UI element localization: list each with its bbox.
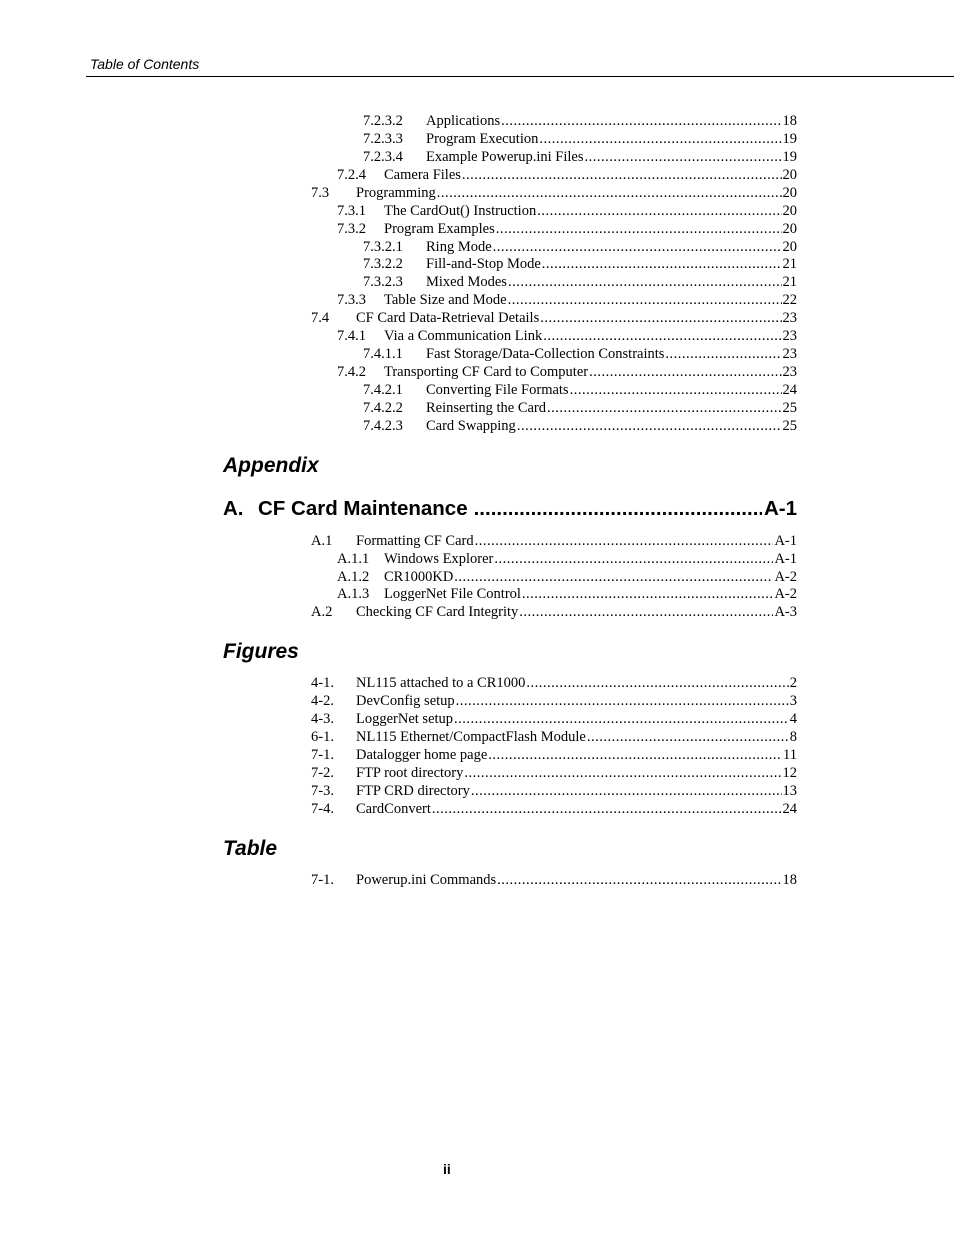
toc-entry-number: 7.4.2.1: [363, 382, 403, 398]
toc-entry-title: Ring Mode: [426, 239, 492, 255]
toc-entry-page: 24: [782, 382, 797, 398]
toc-entry-page: A-1: [774, 551, 797, 567]
toc-entry-number: A.1.2: [337, 569, 370, 585]
leader-dots: [584, 148, 781, 166]
toc-entry-title: NL115 attached to a CR1000: [356, 675, 526, 691]
toc-entry[interactable]: [337, 327, 797, 345]
toc-entry[interactable]: [337, 220, 797, 238]
toc-entry-title: Reinserting the Card: [426, 400, 547, 416]
toc-entry-title: Windows Explorer: [384, 551, 494, 567]
toc-entry[interactable]: [363, 273, 797, 291]
toc-entry-number: 7.3: [311, 185, 330, 201]
toc-entry-page: 19: [782, 149, 797, 165]
toc-entry-title: Fast Storage/Data-Collection Constraints: [426, 346, 665, 362]
leader-dots: [464, 764, 781, 782]
leader-dots: [471, 782, 782, 800]
chapter-letter: A.: [223, 497, 244, 520]
toc-entry[interactable]: [363, 112, 797, 130]
toc-entry[interactable]: [363, 238, 797, 256]
toc-entry-page: 25: [782, 418, 797, 434]
toc-entry-number: 7.4.2: [337, 364, 366, 380]
leader-dots: [589, 363, 781, 381]
leader-dots: [522, 585, 774, 603]
toc-entry-title: FTP root directory: [356, 765, 464, 781]
leader-dots: [542, 255, 782, 273]
toc-entry-number: 7-3.: [311, 783, 334, 799]
toc-entry-page: 12: [782, 765, 797, 781]
toc-entry-page: 22: [782, 292, 797, 308]
toc-entry-page: 21: [782, 274, 797, 290]
toc-entry[interactable]: [337, 166, 797, 184]
leader-dots: [508, 273, 782, 291]
toc-entry-title: Applications: [426, 113, 501, 129]
toc-entry[interactable]: [311, 603, 797, 621]
toc-entry[interactable]: [363, 255, 797, 273]
toc-entry-number: 7.4: [311, 310, 330, 326]
chapter-page: A-1: [763, 497, 797, 520]
toc-entry-title: DevConfig setup: [356, 693, 455, 709]
toc-entry-number: 6-1.: [311, 729, 334, 745]
leader-dots: [454, 568, 773, 586]
toc-entry[interactable]: [337, 550, 797, 568]
toc-entry-title: FTP CRD directory: [356, 783, 470, 799]
toc-entry-title: Datalogger home page: [356, 747, 488, 763]
toc-entry[interactable]: [311, 871, 797, 889]
toc-entry-page: A-1: [774, 533, 797, 549]
toc-entry-title: Mixed Modes: [426, 274, 507, 290]
toc-entry[interactable]: [311, 800, 797, 818]
toc-entry-title: CardConvert: [356, 801, 431, 817]
toc-entry-number: 7.3.3: [337, 292, 366, 308]
toc-entry-number: 7.3.2.1: [363, 239, 403, 255]
toc-entry-page: 11: [783, 747, 797, 763]
toc-entry-title: LoggerNet File Control: [384, 586, 521, 602]
leader-dots: [474, 497, 762, 521]
toc-entry-number: 7.3.1: [337, 203, 366, 219]
toc-entry-number: 7.2.3.2: [363, 113, 403, 129]
appendix-heading: Appendix: [223, 454, 319, 477]
page-number: ii: [443, 1161, 451, 1177]
toc-entry-title: Converting File Formats: [426, 382, 569, 398]
toc-entry-title: CR1000KD: [384, 569, 454, 585]
toc-entry[interactable]: [363, 130, 797, 148]
toc-entry-number: A.1.3: [337, 586, 370, 602]
toc-entry-number: 7.3.2.3: [363, 274, 403, 290]
toc-entry-page: A-2: [774, 569, 797, 585]
toc-entry-page: 20: [782, 167, 797, 183]
toc-entry-page: 2: [789, 675, 797, 691]
leader-dots: [488, 746, 782, 764]
leader-dots: [437, 184, 782, 202]
toc-entry-page: A-2: [774, 586, 797, 602]
toc-entry-title: Camera Files: [384, 167, 461, 183]
toc-entry-page: 4: [789, 711, 797, 727]
leader-dots: [519, 603, 773, 621]
figures-heading: Figures: [223, 640, 299, 663]
toc-entry[interactable]: [311, 309, 797, 327]
toc-entry-title: LoggerNet setup: [356, 711, 454, 727]
toc-entry-title: Programming: [356, 185, 436, 201]
toc-entry-title: Table Size and Mode: [384, 292, 507, 308]
toc-entry-number: 7.4.2.2: [363, 400, 403, 416]
toc-entry[interactable]: [311, 692, 797, 710]
leader-dots: [462, 166, 782, 184]
leader-dots: [547, 399, 781, 417]
header-rule: [86, 76, 954, 77]
leader-dots: [475, 532, 774, 550]
toc-entry-number: 7.4.1.1: [363, 346, 403, 362]
toc-entry-title: Program Execution: [426, 131, 539, 147]
chapter-title: CF Card Maintenance: [258, 497, 468, 520]
toc-entry-page: 23: [782, 346, 797, 362]
running-header: Table of Contents: [90, 56, 200, 72]
toc-entry-title: NL115 Ethernet/CompactFlash Module: [356, 729, 586, 745]
toc-entry-page: 18: [782, 113, 797, 129]
toc-entry-number: A.2: [311, 604, 333, 620]
toc-entry[interactable]: [311, 184, 797, 202]
appendix-chapter-entry[interactable]: [223, 497, 797, 523]
toc-entry[interactable]: [311, 782, 797, 800]
toc-entry-number: 7.4.2.3: [363, 418, 403, 434]
toc-entry-page: 13: [782, 783, 797, 799]
toc-entry-number: 7-1.: [311, 747, 334, 763]
toc-entry-page: 24: [782, 801, 797, 817]
toc-entry-number: 7.3.2: [337, 221, 366, 237]
toc-entry-title: Example Powerup.ini Files: [426, 149, 584, 165]
leader-dots: [540, 309, 781, 327]
toc-entry[interactable]: [311, 746, 797, 764]
leader-dots: [493, 238, 782, 256]
toc-entry-number: 7.2.3.4: [363, 149, 403, 165]
toc-entry-page: 20: [782, 203, 797, 219]
toc-entry-page: 19: [782, 131, 797, 147]
toc-entry-number: A.1.1: [337, 551, 370, 567]
leader-dots: [501, 112, 781, 130]
leader-dots: [587, 728, 789, 746]
toc-entry-number: 7.2.4: [337, 167, 366, 183]
leader-dots: [454, 710, 789, 728]
leader-dots: [570, 381, 782, 399]
toc-entry-number: 7-2.: [311, 765, 334, 781]
toc-entry[interactable]: [363, 399, 797, 417]
toc-entry-title: Powerup.ini Commands: [356, 872, 497, 888]
leader-dots: [494, 550, 773, 568]
toc-entry-page: 20: [782, 239, 797, 255]
leader-dots: [539, 130, 781, 148]
leader-dots: [497, 871, 781, 889]
leader-dots: [543, 327, 781, 345]
toc-entry-title: The CardOut() Instruction: [384, 203, 537, 219]
toc-entry[interactable]: [363, 381, 797, 399]
toc-entry-number: 7-1.: [311, 872, 334, 888]
toc-entry-page: 20: [782, 185, 797, 201]
toc-entry-number: 7-4.: [311, 801, 334, 817]
toc-entry-title: Transporting CF Card to Computer: [384, 364, 589, 380]
toc-entry[interactable]: [363, 345, 797, 363]
toc-entry-page: 8: [789, 729, 797, 745]
toc-entry-page: 25: [782, 400, 797, 416]
toc-entry[interactable]: [311, 710, 797, 728]
leader-dots: [432, 800, 782, 818]
toc-entry-number: A.1: [311, 533, 333, 549]
toc-entry-title: Via a Communication Link: [384, 328, 543, 344]
toc-entry-number: 4-1.: [311, 675, 334, 691]
toc-entry-number: 7.2.3.3: [363, 131, 403, 147]
toc-entry[interactable]: [363, 417, 797, 435]
toc-entry-title: Formatting CF Card: [356, 533, 474, 549]
toc-entry-page: 18: [782, 872, 797, 888]
toc-entry[interactable]: [337, 568, 797, 586]
toc-entry-page: 23: [782, 364, 797, 380]
toc-entry-page: 3: [789, 693, 797, 709]
leader-dots: [517, 417, 782, 435]
toc-entry[interactable]: [311, 764, 797, 782]
leader-dots: [665, 345, 781, 363]
leader-dots: [496, 220, 782, 238]
toc-entry[interactable]: [311, 674, 797, 692]
toc-entry-number: 4-3.: [311, 711, 334, 727]
toc-entry-number: 7.4.1: [337, 328, 366, 344]
toc-entry-page: 23: [782, 310, 797, 326]
toc-entry[interactable]: [337, 363, 797, 381]
toc-entry[interactable]: [311, 728, 797, 746]
leader-dots: [456, 692, 789, 710]
toc-entry-title: Checking CF Card Integrity: [356, 604, 519, 620]
toc-entry-title: CF Card Data-Retrieval Details: [356, 310, 540, 326]
toc-entry[interactable]: [337, 585, 797, 603]
leader-dots: [537, 202, 781, 220]
toc-entry[interactable]: [311, 532, 797, 550]
toc-entry-page: 20: [782, 221, 797, 237]
toc-entry-page: A-3: [774, 604, 797, 620]
table-heading: Table: [223, 837, 278, 860]
toc-entry[interactable]: [337, 291, 797, 309]
toc-entry[interactable]: [337, 202, 797, 220]
toc-entry[interactable]: [363, 148, 797, 166]
toc-entry-page: 23: [782, 328, 797, 344]
leader-dots: [508, 291, 782, 309]
toc-entry-number: 7.3.2.2: [363, 256, 403, 272]
leader-dots: [526, 674, 788, 692]
toc-entry-title: Card Swapping: [426, 418, 516, 434]
toc-entry-page: 21: [782, 256, 797, 272]
toc-entry-title: Program Examples: [384, 221, 495, 237]
toc-entry-number: 4-2.: [311, 693, 334, 709]
toc-entry-title: Fill-and-Stop Mode: [426, 256, 541, 272]
